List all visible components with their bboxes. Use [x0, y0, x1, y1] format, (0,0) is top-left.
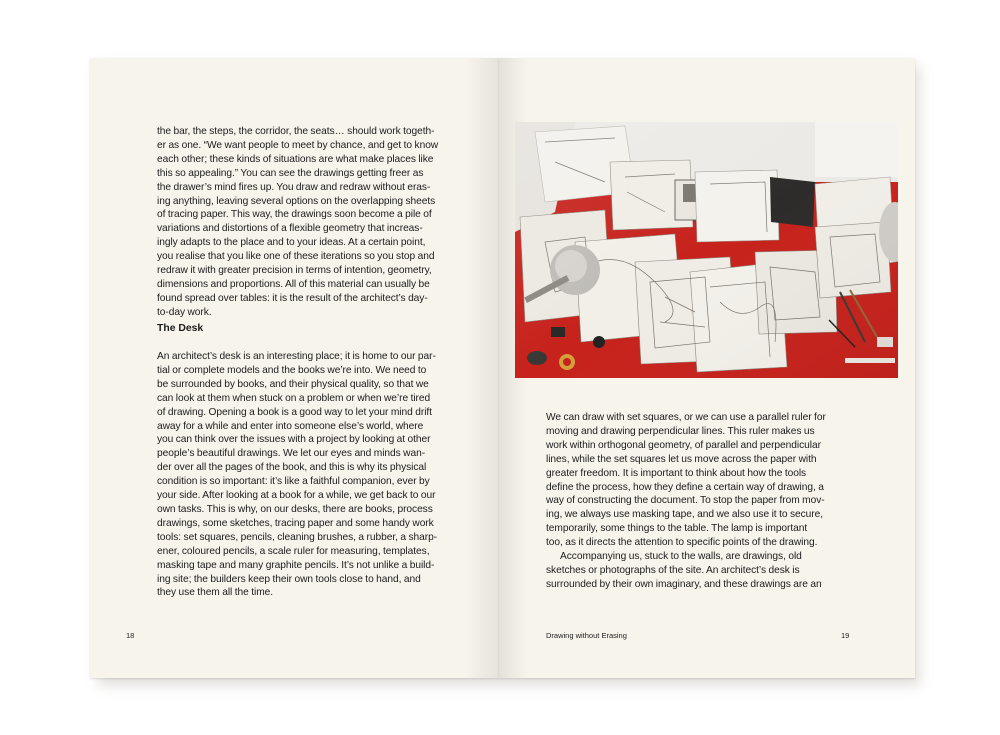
- right-page: [499, 58, 915, 678]
- left-paragraph-2: An architect’s desk is an interesting place; it is home to our par- tial or complete models and the books we’re into. We need to be surrounded by books, and their physical quality, so that we can look at them when stuck on a problem or when we’re tired of drawing. Opening a book is a good way to let your mind drift away for a while and enter into someone else’s world, where you can think over the issues with a project by looking at other people’s beautiful drawings. We let our eyes and minds wan- der over all the pages of the book, and this is why its physical condition is so important: it’s like a faithful companion, ever by your side. After looking at a book for a while, we get back to our own tasks. This is why, on our desks, there are books, process drawings, some sketches, tracing paper and some handy work tools: set squares, pencils, cleaning brushes, a rubber, a sharp- ener, coloured pencils, a scale ruler for measuring, templates, masking tape and many graphite pencils. It’s not unlike a build- ing site; the builders keep their own tools close to hand, and they use them all the time.: [157, 351, 438, 599]
- left-body-text: [157, 125, 457, 320]
- right-paragraph-1: We can draw with set squares, or we can use a parallel ruler for moving and drawing perpendicular lines. This ruler makes us work within orthogonal geometry, of parallel and perpendicular lines, while the set squares let us move across the paper with greater freedom. It is important to think about how the tools define the process, how they define a certain way of drawing, a way of constructing the document. To stop the paper from mov- ing, we always use masking tape, and we also use it to secure, temporarily, some things to the table. The lamp is important too, as it directs the attention to specific points of the drawing.: [546, 412, 826, 549]
- section-heading: The Desk: [157, 323, 204, 334]
- running-head: Drawing without Erasing: [546, 631, 627, 640]
- desk-photo-icon: [515, 122, 898, 378]
- right-paragraph-2: Accompanying us, stuck to the walls, are drawings, old sketches or photographs of the site. An architect’s desk is surrounded by their own imaginary, and these drawings are an: [546, 551, 822, 590]
- page-number-right: 19: [841, 631, 850, 640]
- left-paragraph-1: the bar, the steps, the corridor, the seats… should work togeth- er as one. “We want people to meet by chance, and get to know each other; these kinds of situations are what make places like this so appealing.” You can see the drawings getting freer as the drawer’s mind fires up. You draw and redraw without eras- ing anything, leaving several options on the overlapping sheets of tracing paper. This way, the drawings soon become a pile of variations and distortions of a flexible geometry that increas- ingly adapts to the place and to your ideas. At a certain point, you realise that you like one of these iterations so you stop and redraw it with greater precision in terms of intention, geometry, dimensions and proportions. All of this material can usually be found spread over tables: it is the result of the architect’s day- to-day work.: [157, 126, 439, 318]
- left-body-text-2: [157, 350, 462, 600]
- left-page: [90, 58, 499, 678]
- page-number-left: 18: [126, 631, 135, 640]
- right-body-text: [546, 411, 851, 592]
- gutter-shade-left: [465, 58, 499, 678]
